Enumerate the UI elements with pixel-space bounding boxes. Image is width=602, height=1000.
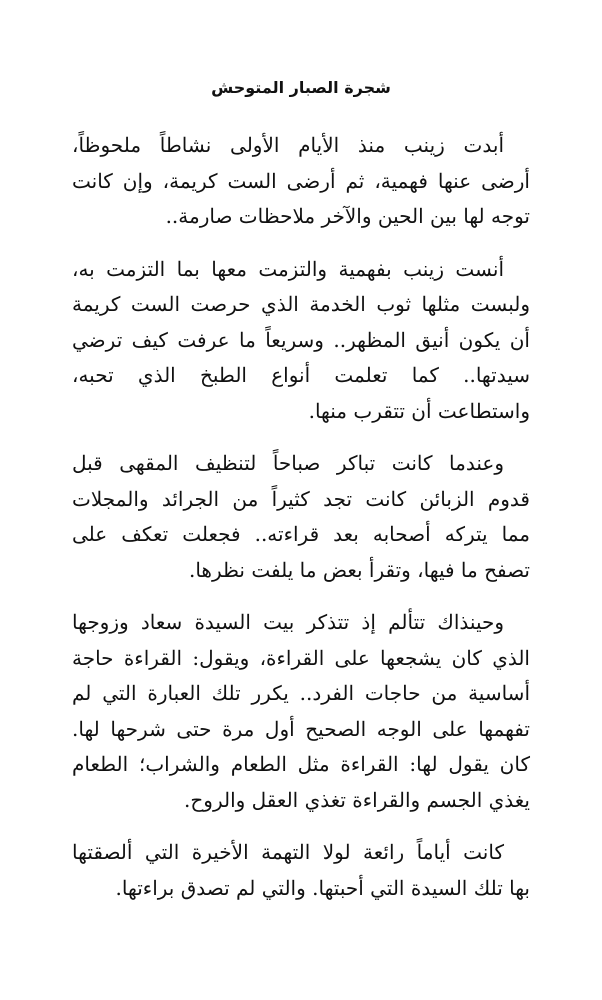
paragraph-3 (72, 446, 530, 588)
text-line: ولبست مثلها ثوب الخدمة الذي حرصت الست كريمة (72, 292, 530, 316)
paragraph-5 (72, 835, 530, 906)
text-line: أرضى عنها فهمية، ثم أرضى الست كريمة، وإن كانت (72, 168, 530, 193)
body-text (72, 128, 530, 923)
text-line: أن يكون أنيق المظهر.. وسريعاً ما عرفت كيف ترضي (72, 327, 530, 352)
chapter-title: شجرة الصبار المتوحش (211, 78, 391, 97)
text-line: مما يتركه أصحابه بعد قراءته.. فجعلت تعكف على (72, 522, 530, 546)
text-line: أساسية من حاجات الفرد.. يكرر تلك العبارة التي لم (72, 681, 530, 705)
text-line: وحينذاك تتألم إذ تتذكر بيت السيدة سعاد وزوجها (72, 610, 504, 634)
paragraph-2 (72, 252, 530, 430)
text-line: سيدتها.. كما تعلمت أنواع الطبخ الذي تحبه، (72, 363, 530, 387)
text-line: أبدت زينب منذ الأيام الأولى نشاطاً ملحوظاً، (72, 133, 504, 157)
paragraph-4 (72, 605, 530, 818)
text-line: كانت أياماً رائعة لولا التهمة الأخيرة التي ألصقتها (72, 840, 504, 864)
text-line: أنست زينب بفهمية والتزمت معها بما التزمت به، (72, 256, 504, 281)
text-line: توجه لها بين الحين والآخر ملاحظات صارمة.. (165, 204, 530, 228)
text-line: قدوم الزبائن كانت تجد كثيراً من الجرائد والمجلات (72, 486, 530, 511)
text-line: واستطاعت أن تتقرب منها. (308, 398, 530, 423)
text-line: بها تلك السيدة التي أحبتها. والتي لم تصدق براءتها. (115, 875, 530, 900)
text-line: كان يقول لها: القراءة مثل الطعام والشراب؛ الطعام (72, 752, 530, 776)
text-line: تفهمها على الوجه الصحيح أول مرة حتى شرحها لها. (72, 716, 530, 741)
text-line: يغذي الجسم والقراءة تغذي العقل والروح. (184, 787, 530, 812)
text-line: الذي كان يشجعها على القراءة، ويقول: القراءة حاجة (72, 645, 530, 670)
paragraph-1 (72, 128, 530, 235)
text-line: وعندما كانت تباكر صباحاً لتنظيف المقهى قبل (72, 451, 504, 475)
text-line: تصفح ما فيها، وتقرأ بعض ما يلفت نظرها. (188, 557, 530, 582)
